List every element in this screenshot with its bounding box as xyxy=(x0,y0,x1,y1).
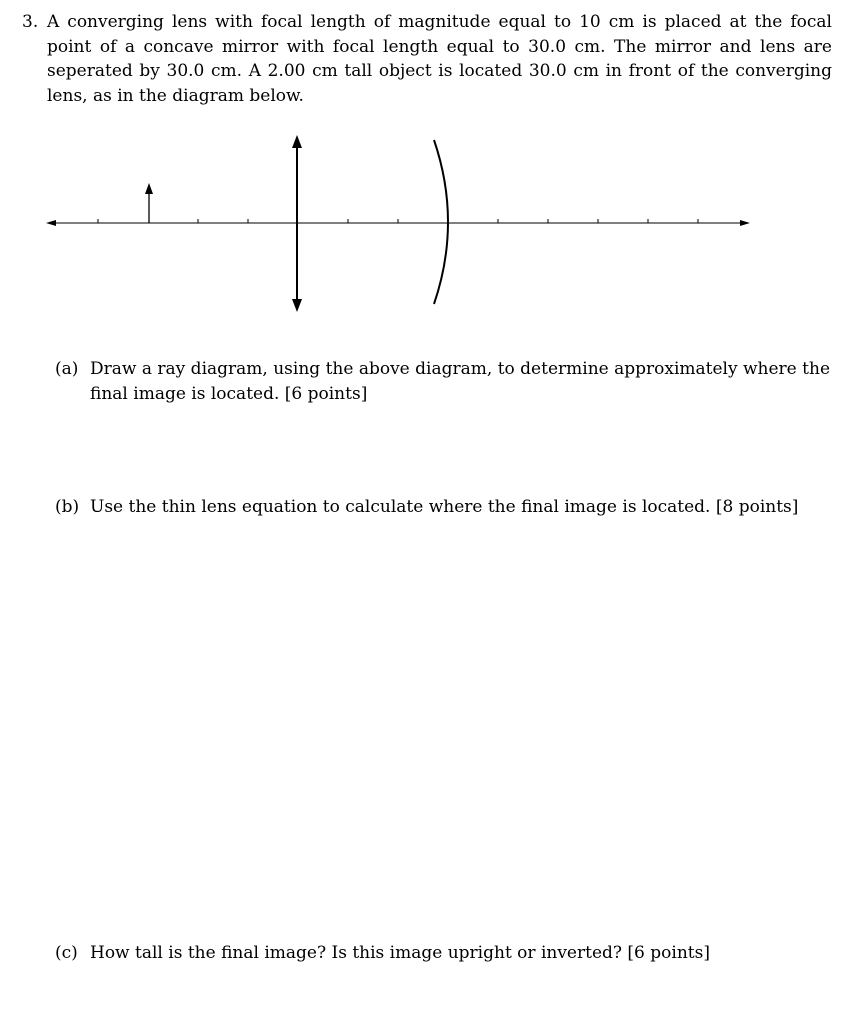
optical-axis xyxy=(46,220,750,226)
part-b xyxy=(55,495,830,520)
part-c-label: (c) xyxy=(55,943,78,963)
part-a-label: (a) xyxy=(55,359,79,379)
object-arrow xyxy=(145,183,153,223)
converging-lens xyxy=(292,135,302,312)
part-a xyxy=(55,357,830,406)
part-c-text: How tall is the final image? Is this image upright or inverted? [6 points] xyxy=(90,943,710,963)
part-c xyxy=(55,941,830,966)
problem-number: 3. xyxy=(22,12,39,32)
part-b-label: (b) xyxy=(55,497,80,517)
concave-mirror xyxy=(434,140,448,304)
part-b-text: Use the thin lens equation to calculate where the final image is located. [8 points] xyxy=(90,497,799,517)
part-a-text: Draw a ray diagram, using the above diagram, to determine approximately where the final image is located. [6 points] xyxy=(90,359,830,404)
problem-text: A converging lens with focal length of magnitude equal to 10 cm is placed at the focal point of a concave mirror with focal length equal to 30.0 cm. The mirror and lens are seperated by 30.0 cm. A 2.00 cm tall object is located 30.0 cm in front of the converging lens, as in the diagram below. xyxy=(47,12,832,106)
axis-ticks xyxy=(98,219,698,223)
problem-statement xyxy=(22,10,832,108)
